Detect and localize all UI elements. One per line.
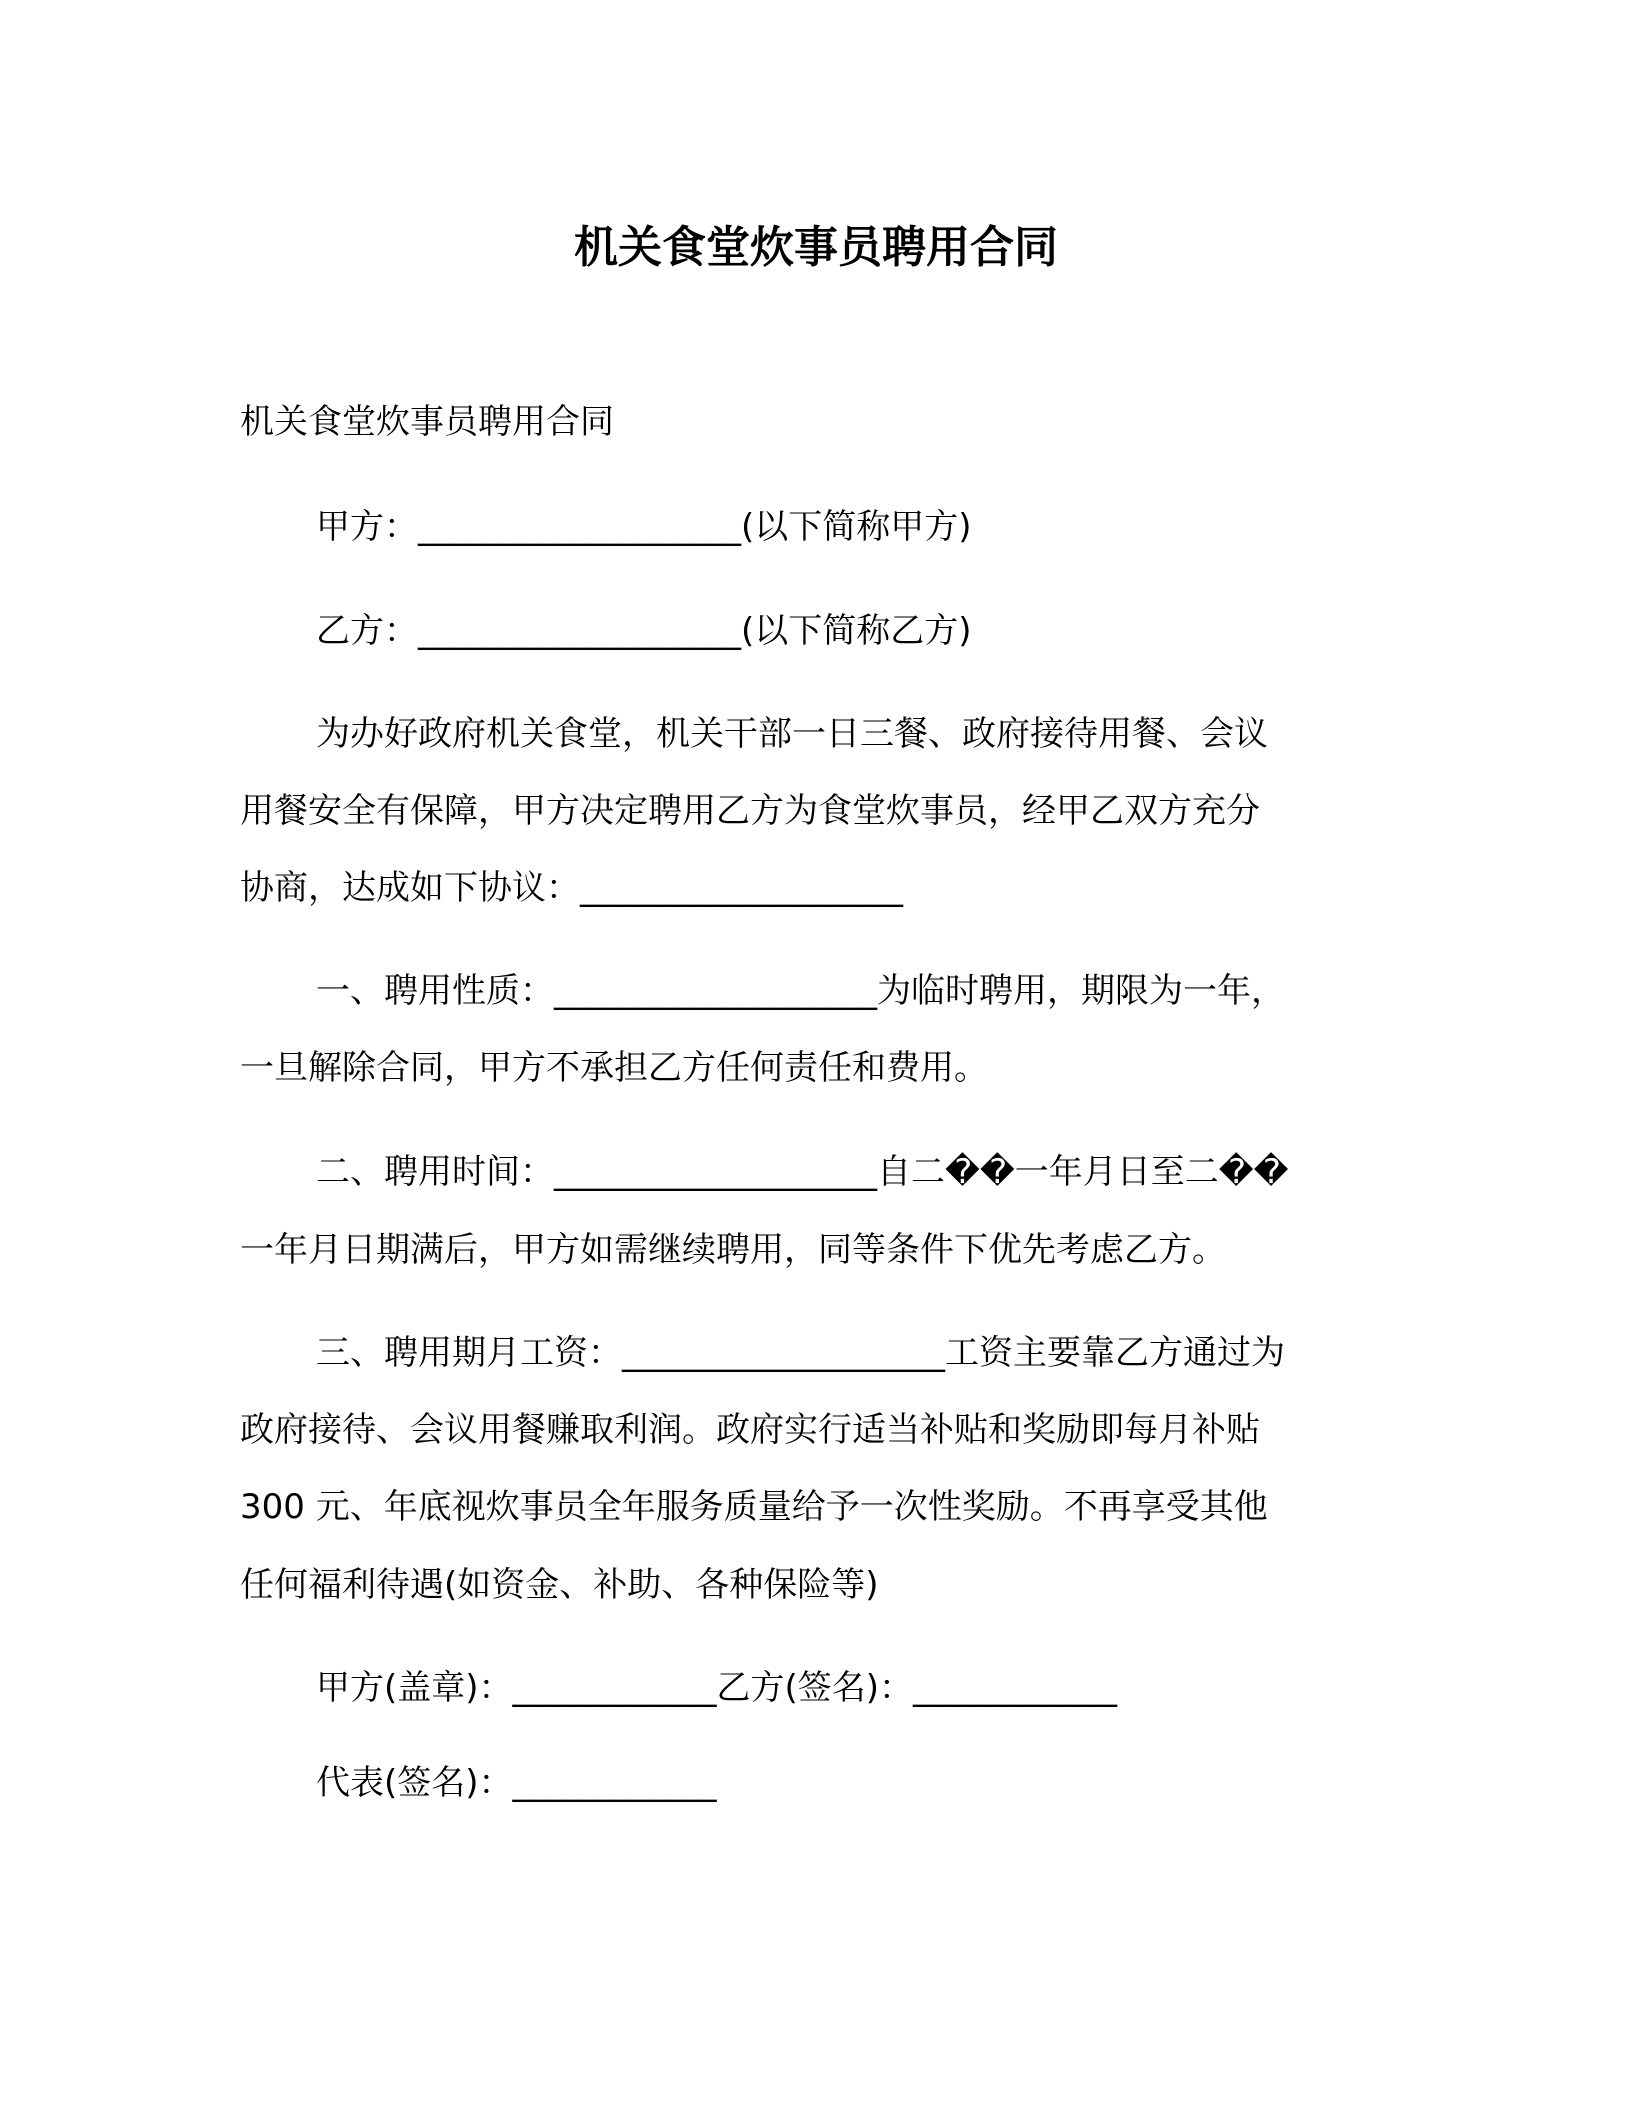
intro-line-2: 用餐安全有保障，甲方决定聘用乙方为食堂炊事员，经甲乙双方充分 <box>240 791 1260 831</box>
signature-line-representative: 代表(签名)：____________ <box>316 1763 717 1803</box>
document-subtitle: 机关食堂炊事员聘用合同 <box>240 402 614 442</box>
party-b-line: 乙方：___________________(以下简称乙方) <box>316 611 972 651</box>
clause-1-line-1: 一、聘用性质：___________________为临时聘用，期限为一年， <box>316 971 1285 1011</box>
clause-3-line-4: 任何福利待遇(如资金、补助、各种保险等) <box>240 1565 879 1605</box>
clause-2-line-1: 二、聘用时间：___________________自二��一年月日至二�� <box>316 1152 1289 1192</box>
clause-3-line-2: 政府接待、会议用餐赚取利润。政府实行适当补贴和奖励即每月补贴 <box>240 1410 1260 1450</box>
party-a-line: 甲方：___________________(以下简称甲方) <box>316 507 972 547</box>
intro-line-3: 协商，达成如下协议：___________________ <box>240 868 903 908</box>
clause-3-line-3: 300 元、年底视炊事员全年服务质量给予一次性奖励。不再享受其他 <box>240 1487 1268 1527</box>
clause-3-line-1: 三、聘用期月工资：___________________工资主要靠乙方通过为 <box>316 1333 1285 1373</box>
signature-line-parties: 甲方(盖章)：____________乙方(签名)：____________ <box>316 1668 1118 1708</box>
intro-line-1: 为办好政府机关食堂，机关干部一日三餐、政府接待用餐、会议 <box>316 714 1268 754</box>
clause-2-line-2: 一年月日期满后，甲方如需继续聘用，同等条件下优先考虑乙方。 <box>240 1230 1226 1270</box>
document-title: 机关食堂炊事员聘用合同 <box>574 222 1058 273</box>
clause-1-line-2: 一旦解除合同，甲方不承担乙方任何责任和费用。 <box>240 1048 988 1088</box>
